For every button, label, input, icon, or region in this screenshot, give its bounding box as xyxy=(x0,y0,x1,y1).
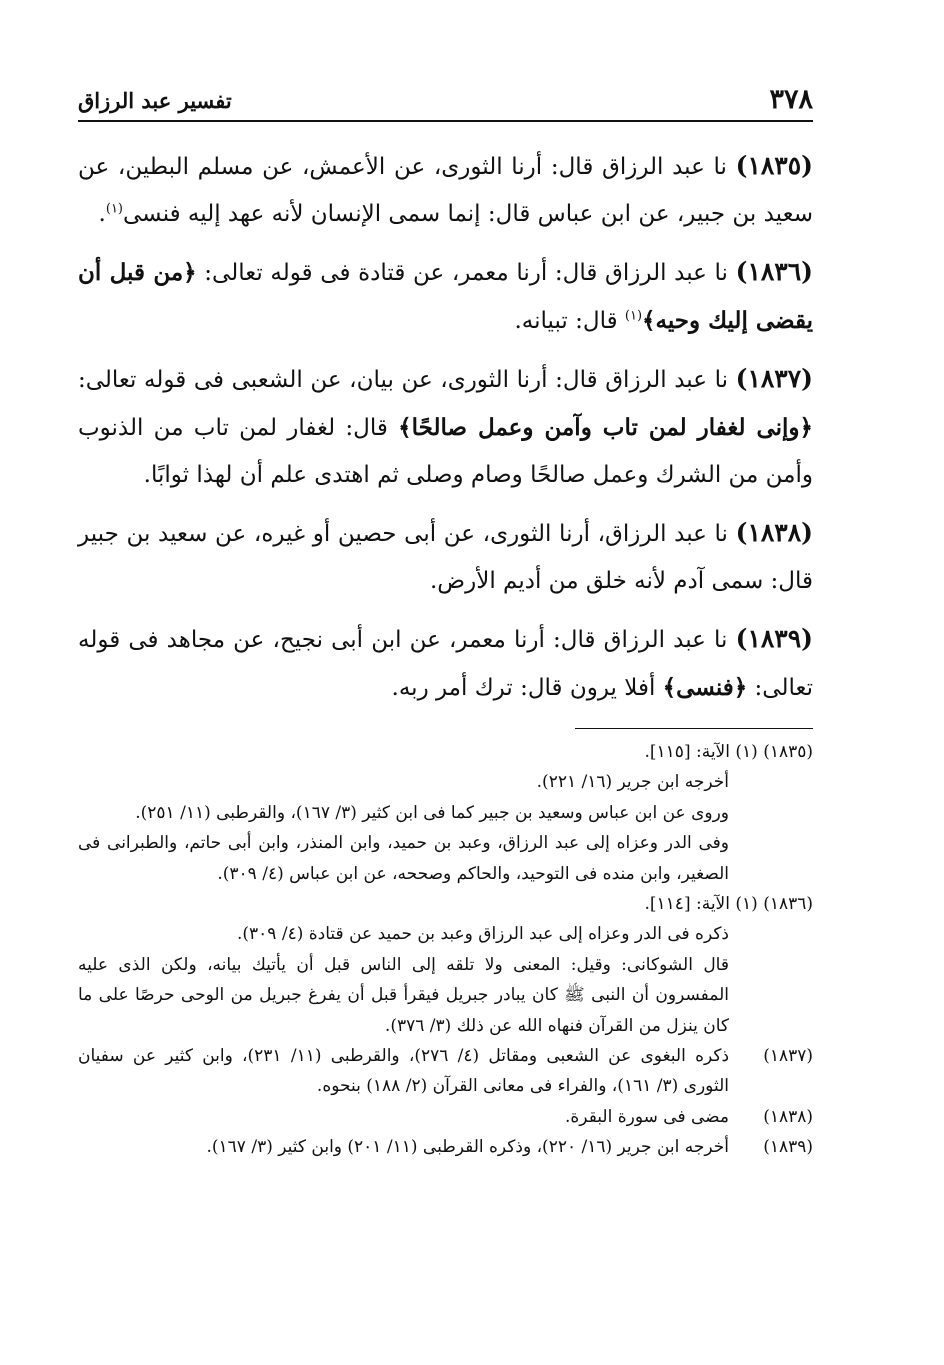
footnote-label: (١٨٣٧) xyxy=(763,1046,813,1067)
narration-1835 xyxy=(78,142,813,238)
narration-number: (١٨٣٧) xyxy=(735,364,813,393)
footnote-marker: (١) xyxy=(624,308,643,324)
footnotes xyxy=(78,728,813,1163)
footnote-marker: (١) xyxy=(105,201,123,217)
footnote-line: قال الشوكانى: وقيل: المعنى ولا تلقه إلى الناس قبل أن يأتيك بيانه، ولكن الذى عليه المفسرون أن النبى ﷺ كان يبادر جبريل فيقرأ قبل أن يفرغ جبريل من الوحى حرصًا على ما كان ينزل من القرآن فنهاه الله عن ذلك (٣/ ٣٧٦). xyxy=(78,954,729,1036)
narration-number: (١٨٣٥) xyxy=(735,151,813,180)
narration-1836 xyxy=(78,248,813,345)
narration-number: (١٨٣٩) xyxy=(735,624,813,653)
footnote-divider xyxy=(575,728,813,729)
narration-text: نا عبد الرزاق، أرنا الثورى، عن أبى حصين أو غيره، عن سعيد بن جبير قال: سمى آدم لأنه خلق من أديم الأرض. xyxy=(78,521,813,594)
footnote-head-1836: (١٨٣٦) (١) الآية: [١١٤]. xyxy=(644,894,813,915)
narration-number: (١٨٣٨) xyxy=(735,518,813,547)
narration-tail: . xyxy=(98,201,106,227)
quran-verse: ﴿فنسى﴾ xyxy=(662,674,748,701)
page-number: ٣٧٨ xyxy=(769,84,813,115)
footnote-1838 xyxy=(78,1102,813,1132)
narration-text-after: قال: تبيانه. xyxy=(514,308,625,334)
page-header xyxy=(78,78,813,122)
main-text xyxy=(78,142,813,712)
footnote-line: ذكره فى الدر وعزاه إلى عبد الرزاق وعبد بن حميد عن قتادة (٤/ ٣٠٩). xyxy=(237,924,729,945)
footnote-text: أخرجه ابن جرير (١٦/ ٢٢٠)، وذكره القرطبى (١١/ ٢٠١) وابن كثير (٣/ ١٦٧). xyxy=(206,1137,729,1158)
footnote-head-1835: (١٨٣٥) (١) الآية: [١١٥]. xyxy=(644,742,813,762)
narration-1839 xyxy=(78,615,813,712)
narration-text: نا عبد الرزاق قال: أرنا معمر، عن قتادة فى قوله تعالى: xyxy=(196,260,736,286)
narration-1838 xyxy=(78,509,813,605)
running-title: تفسير عبد الرزاق xyxy=(78,88,232,113)
footnote-label: (١٨٣٨) xyxy=(763,1106,813,1127)
narration-text: نا عبد الرزاق قال: أرنا معمر، عن ابن أبى نجيح، عن مجاهد فى قوله تعالى: xyxy=(78,627,813,701)
footnote-text: ذكره البغوى عن الشعبى ومقاتل (٤/ ٢٧٦)، والقرطبى (١١/ ٢٣١)، وابن كثير عن سفيان الثورى (٣/ ١٦١)، والفراء فى معانى القرآن (٢/ ١٨٨) بنحوه. xyxy=(78,1046,730,1097)
footnote-line: أخرجه ابن جرير (١٦/ ٢٢١). xyxy=(536,772,729,793)
footnote-1837 xyxy=(78,1041,813,1102)
narration-text-after: أفلا يرون قال: ترك أمر ربه. xyxy=(391,675,663,701)
book-page xyxy=(78,78,813,1158)
footnote-label: (١٨٣٩) xyxy=(763,1137,813,1158)
narration-number: (١٨٣٦) xyxy=(735,257,813,286)
quran-verse: ﴿من قبل أن يقضى إليك وحيه﴾ xyxy=(78,259,813,334)
narration-text: نا عبد الرزاق قال: أرنا الثورى، عن الأعمش، عن مسلم البطين، عن سعيد بن جبير، عن ابن عباس قال: إنما سمى الإنسان لأنه عهد إليه فنسى xyxy=(78,154,813,227)
narration-text: نا عبد الرزاق قال: أرنا الثورى، عن بيان، عن الشعبى فى قوله تعالى: xyxy=(78,367,736,393)
footnote-line: وفى الدر وعزاه إلى عبد الرزاق، وعبد بن حميد، وابن المنذر، وابن أبى حاتم، والطبرانى فى الصغير، وابن منده فى التوحيد، والحاكم وصححه، عن ابن عباس (٤/ ٣٠٩). xyxy=(78,833,729,884)
footnote-text: مضى فى سورة البقرة. xyxy=(565,1106,729,1127)
narration-text-after: قال: لغفار لمن تاب من الذنوب وأمن من الشرك وعمل صالحًا وصام وصلى ثم اهتدى علم أن لهذا ثوابًا. xyxy=(78,415,813,488)
footnote-1839 xyxy=(78,1132,813,1162)
quran-verse: ﴿وإنى لغفار لمن تاب وآمن وعمل صالحًا﴾ xyxy=(398,414,813,441)
narration-1837 xyxy=(78,355,813,499)
footnote-line: وروى عن ابن عباس وسعيد بن جبير كما فى ابن كثير (٣/ ١٦٧)، والقرطبى (١١/ ٢٥١). xyxy=(135,802,729,823)
